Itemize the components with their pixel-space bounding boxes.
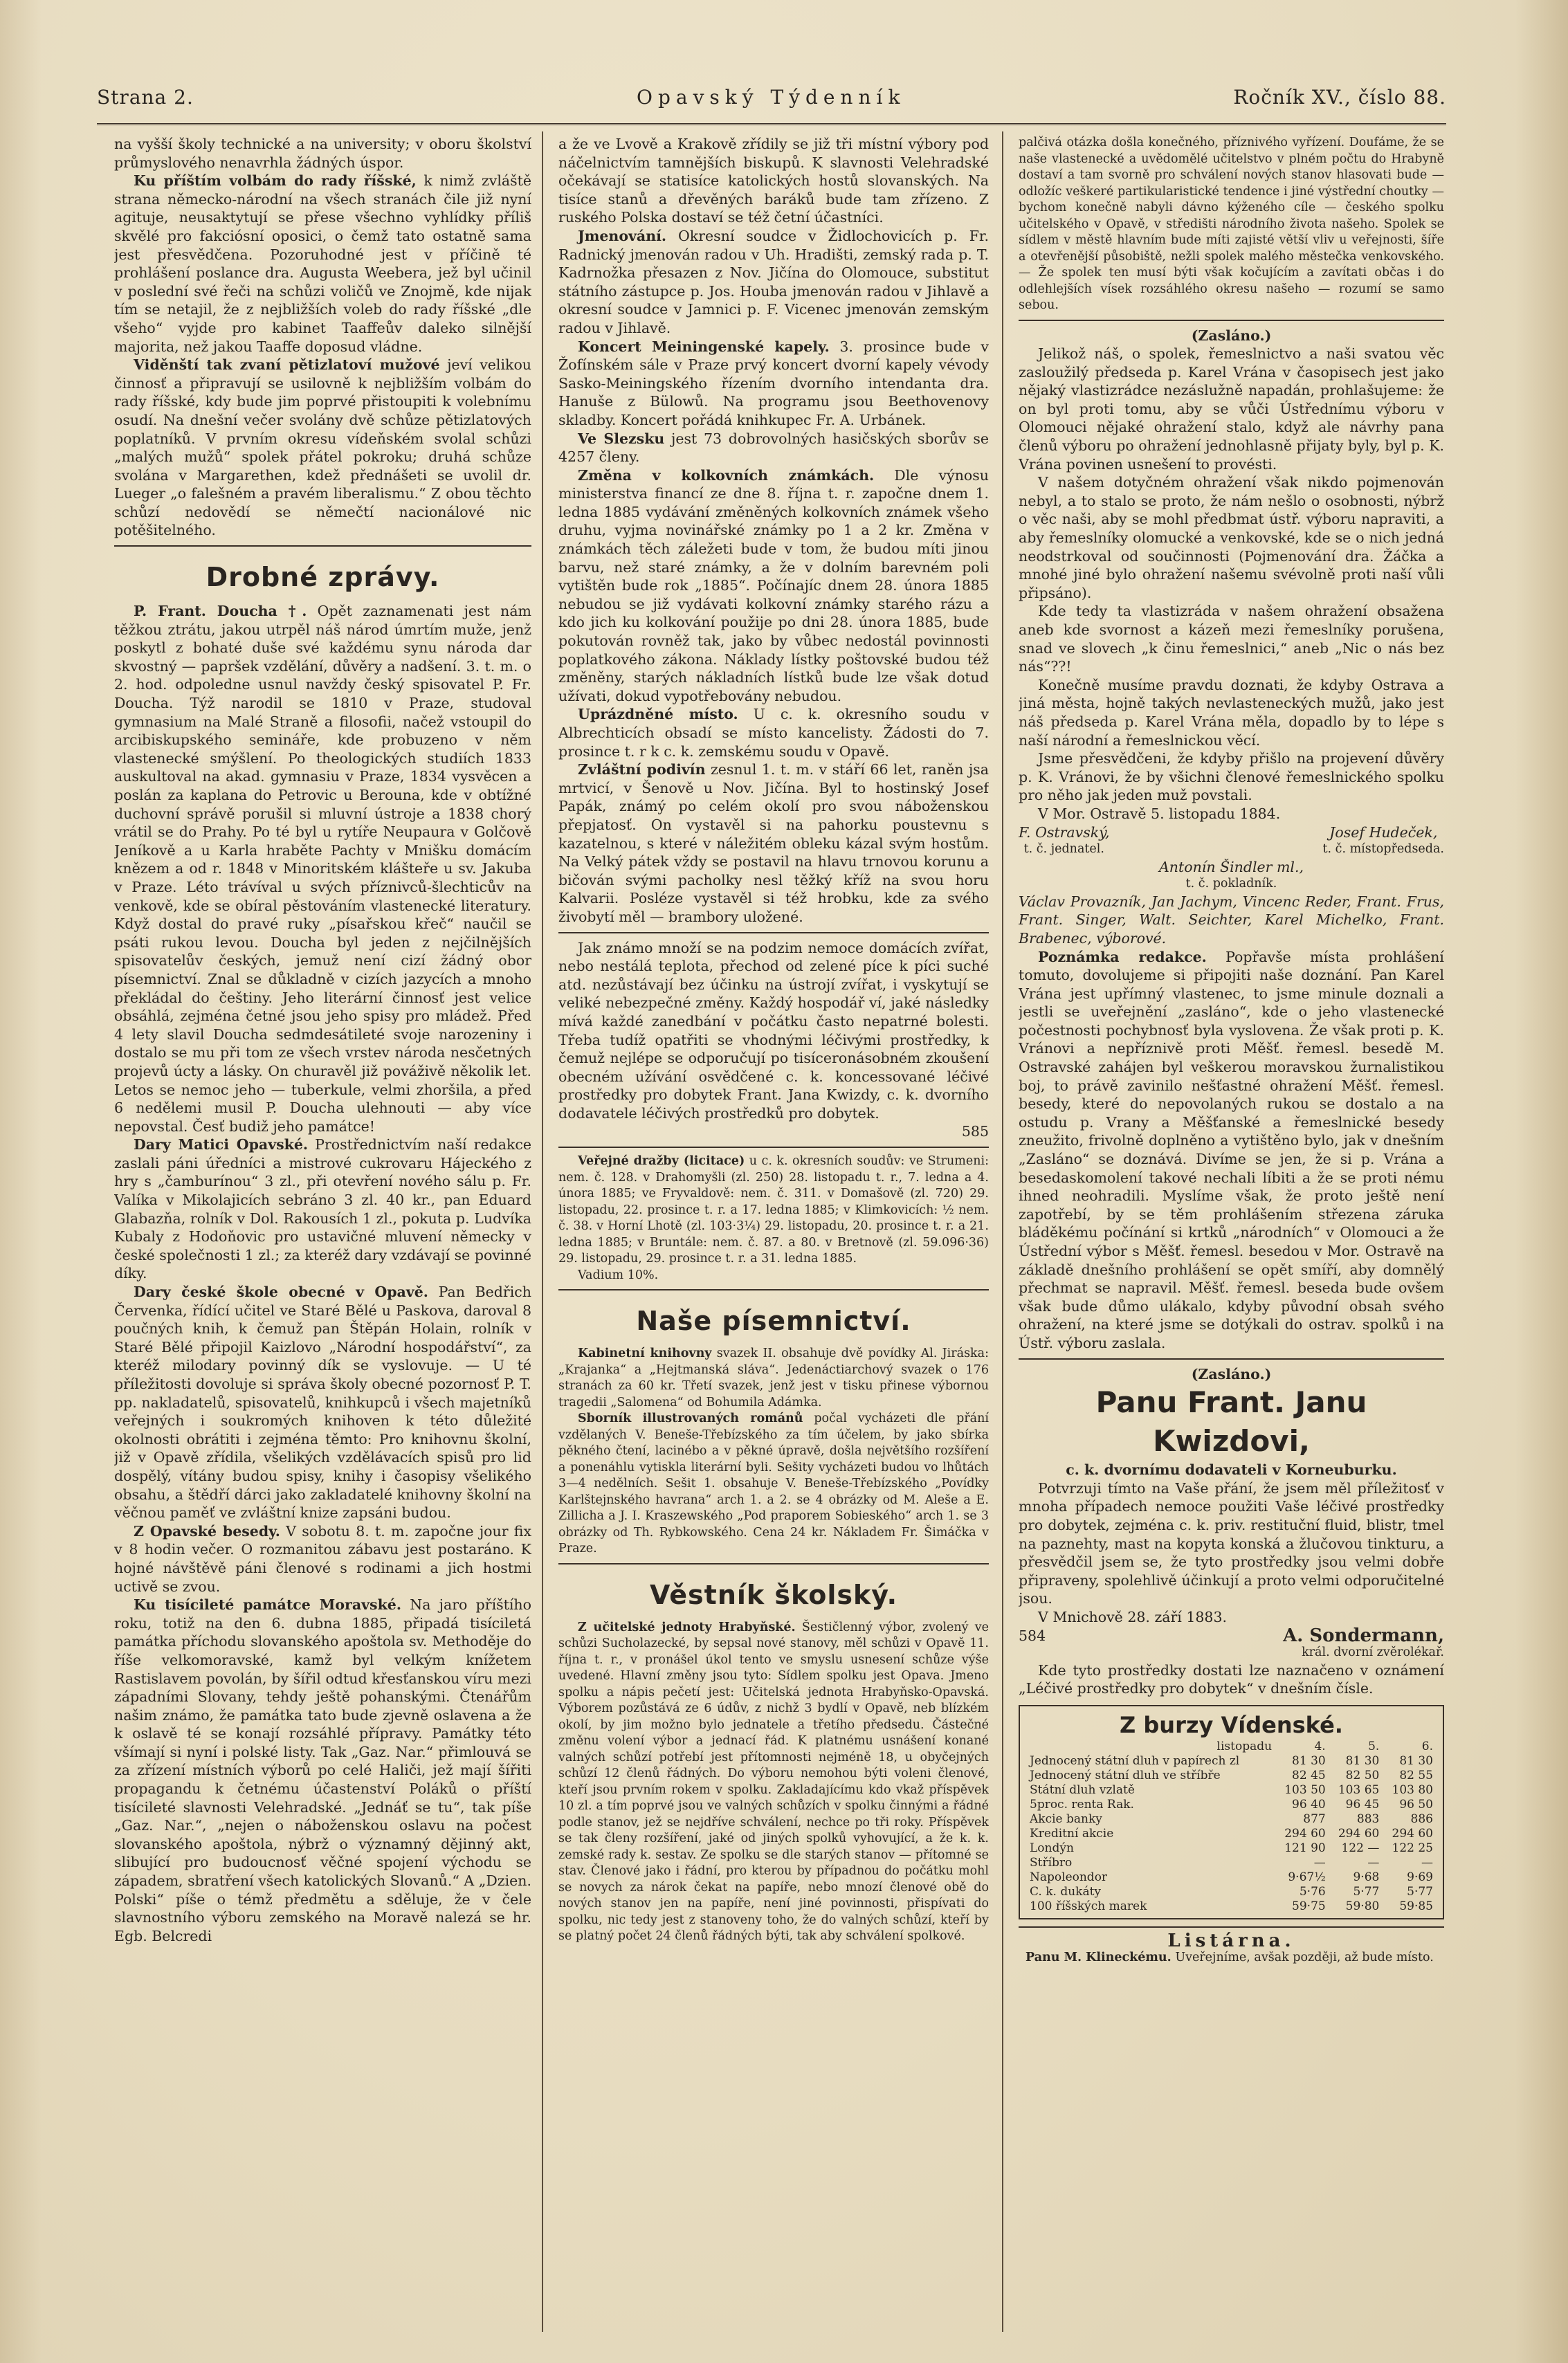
paragraph (114, 1596, 531, 1945)
table-cell: 103 50 (1284, 1782, 1326, 1797)
paragraph: palčivá otázka došla konečného, příznivého vyřízení. Doufáme, že se naše vlastenecké a uvědomělé učitelstvo v plném počtu do Hrabyně dostaví a tam svorně pro schválení nových stanov hlasovati bude — odložíc veškeré partikularistické tendence i jiné výstřední choutky — bychom konečně nabyli dávno kýženého cíle — českého spolku učitelského v Opavě, v středišti národního života našeho. Spolek se sídlem v městě hlavním bude míti zajisté větší vliv u veřejnosti, šíře a otevřenější působiště, nežli spolek malého městečka venkovského. — Že spolek ten musí býti však kočujícím a zavítati občas i do odlehlejších vísek rozsáhlého okresu našeho — rozumí se samo sebou. (1019, 136, 1444, 312)
column-2 (558, 135, 989, 2335)
paragraph (558, 430, 989, 466)
table-cell: — (1367, 1855, 1380, 1870)
signature-name: A. Sondermann, (1283, 1625, 1444, 1646)
paragraph (558, 705, 989, 760)
signature-name: F. Ostravský, (1019, 823, 1110, 841)
table-cell: 886 (1410, 1812, 1433, 1826)
section-label: (Zasláno.) (1191, 1365, 1272, 1383)
paragraph (558, 466, 989, 706)
table-cell: Jednocený státní dluh ve stříbře (1030, 1768, 1221, 1782)
issue-number: Ročník XV., číslo 88. (1233, 86, 1446, 109)
section-divider (558, 1563, 989, 1564)
paragraph-lead: Sborník illustrovaných románů (578, 1412, 803, 1426)
table-header-cell: 5. (1368, 1739, 1380, 1753)
paragraph: Kde tedy ta vlastizráda v našem ohražení obsažena aneb kde svornost a kázeň mezi řemeslníky porušena, snad ve slovech „k činu řemeslnici,“ aneb „Nic o nás bez nás“??! (1019, 603, 1444, 675)
table-cell: 82 45 (1292, 1768, 1326, 1782)
column-divider (542, 131, 543, 2332)
paragraph-text: V sobotu 8. t. m. započne jour fix v 8 hodin večer. O rozmanitou zábavu jest postaráno. K hojné návštěvě páni členové s rodinami a jich hostmi uctivě se zvou. (114, 1522, 531, 1595)
table-cell: 294 60 (1392, 1826, 1433, 1841)
table-row (1027, 1812, 1436, 1827)
table-cell: 5·77 (1353, 1884, 1380, 1899)
section-divider (1019, 320, 1444, 321)
testimonial-subtitle: c. k. dvornímu dodavateli v Korneuburku. (1066, 1461, 1397, 1479)
table-row (1027, 1798, 1436, 1812)
table-cell: 100 říšských marek (1030, 1899, 1147, 1913)
table-cell: 81 30 (1292, 1753, 1326, 1768)
paragraph-lead: Ku tisícileté památce Moravské. (134, 1596, 401, 1614)
table-row (1027, 1885, 1436, 1899)
paragraph-text: Opět zaznamenati jest nám těžkou ztrátu, jakou utrpěl náš národ úmrtím muže, jenž poskytl z bohaté duše své každému synu národa dar skvostný — papršek vzdělání, důvěry a nadšení. 3. t. m. o 2. hod. odpoledne usnul navždy český spisovatel P. Fr. Doucha. Týž narodil se 1810 v Praze, studoval gymnasium na Malé Straně a filosofii, načež vstoupil do arcibiskupského semináře, kde probuzeno v něm vlastenecké smýšlení. Po theologických studiích 1833 auskultoval na akad. gymnasiu v Praze, 1834 vysvěcen a poslán za kaplana do Petrovic u Berouna, kde v obtížné duchovní správě porušil si mluvní ústroje a 1838 chorý vrátil se do Prahy. Po té byl u rytíře Neupaura v Golčově Jeníkově a u Karla hraběte Pachty v Mnišku domácím knězem a od r. 1848 v Minoritském klášteře u sv. Jakuba v Praze. Léto trávíval u svých příznivců-šlechticův na venkově, kde se obíral pěstováním vlastenecké literatury. Když dostal do pravé ruky „písařskou křeč“ naučil se psáti rukou levou. Doucha byl jeden z nejčilnějších spisovatelův českých, jemuž není cizí žádný obor písemnictví. Znal se důkladně v cizích jazycích a mnoho překládal do češtiny. Jeho literární činnosť jest velice obsáhlá, zejména četné jsou jeho spisy pro mládež. Před 4 lety slavil Doucha sedmdesátileté svoje narozeniny i dostalo se mu při tom ze všech vrstev národa nesčetných projevů úcty a lásky. On churavěl již pováživě několik let. Letos se nemoc jeho — tuberkule, velmi zhoršila, a před 6 nedělemi musil P. Doucha ulehnouti — aby více nepovstal. Česť budiž jeho památce! (114, 603, 531, 1135)
table-cell: 5·76 (1299, 1884, 1326, 1899)
paragraph-lead: Uprázdněné místo. (578, 706, 738, 723)
table-cell: 122 — (1341, 1841, 1380, 1855)
paragraph (114, 356, 531, 540)
paragraph-lead: Z Opavské besedy. (134, 1522, 280, 1540)
paragraph (558, 1620, 989, 1945)
signature-list: Václav Provazník, Jan Jachym, Vincenc Reder, Frant. Frus, Frant. Singer, Walt. Seichter, Karel Michelko, Frant. Brabenec, výborové. (1019, 893, 1444, 947)
page-header (97, 82, 1446, 116)
paragraph-text: Okresní soudce v Židlochovicích p. Fr. Radnický jmenován radou v Uh. Hradišti, zemský rada p. T. Kadrnožka přesazen z Nov. Jičína do Olomouce, substitut státního zástupce p. Jos. Houba jmenován radou v Jihlavě a okresní soudce v Jamnici p. F. Vicenec jmenován zemským radou v Jihlavě. (558, 227, 989, 336)
table-cell: 96 50 (1399, 1797, 1433, 1812)
table-row (1027, 1870, 1436, 1885)
paragraph-lead: Ku příštím volbám do rady říšské, (134, 172, 417, 190)
table-cell: 103 80 (1392, 1782, 1433, 1797)
column-divider (1002, 131, 1003, 2332)
stock-exchange-title: Z burzy Vídenské. (1120, 1711, 1343, 1738)
paragraph-lead: Z učitelské jednoty Hrabyňské. (578, 1620, 796, 1634)
section-heading: Naše písemnictví. (636, 1306, 911, 1337)
paragraph-text: svazek II. obsahuje dvě povídky Al. Jiráska: „Krajanka“ a „Hejtmanská sláva“. Jedenáctiarchový svazek o 176 stranách za 60 kr. Třetí svazek, jenž jest v tisku přinese výbornou tragedii „Salomena“ od Bohumila Adámka. (558, 1347, 989, 1409)
table-cell: 294 60 (1284, 1826, 1326, 1841)
paragraph-lead: Poznámka redakce. (1038, 948, 1207, 965)
testimonial-title: Panu Frant. Janu Kwizdovi, (1095, 1385, 1367, 1459)
signature-role: t. č. pokladník. (1185, 877, 1277, 891)
place-date: V Mor. Ostravě 5. listopadu 1884. (1038, 805, 1281, 822)
paragraph: a že ve Lvově a Krakově zřídily se již tři místní výbory pod náčelnictvím tamnějších biskupů. K slavnosti Velehradské očekávají se statisíce katolických hostů slovanských. Na tisíce stanů a dřevěných baráků bude tam zřízeno. Z ruského Polska dostaví se též četní účastníci. (558, 136, 989, 226)
paragraph-lead: P. Frant. Doucha †. (134, 603, 307, 620)
paragraph-text: Dle výnosu ministerstva financí ze dne 8. října t. r. započne dnem 1. ledna 1885 vydávání změněných kolkovních známek všeho druhu, vyjma novinářské známky po 1 a 2 kr. Změna v známkách těch záležeti bude v tom, že budou míti jinou barvu, než staré známky, a že v dolním barevném poli vytištěn bude rok „1885“. Počínajíc dnem 28. února 1885 nebudou se již vydávati kolkovní známky starého rázu a kdo jich ku kolkování použije po dni 28. února 1885, bude pokutován rovněž tak, jako by vůbec nedostál povinnosti poplatkového zákona. Náklady lístky poštovské budou též změněny, starých nákladních lístků bude lze však dotud užívati, dokud vypotřebovány nebudou. (558, 466, 989, 704)
table-cell: 82 50 (1345, 1768, 1380, 1782)
section-divider (114, 545, 531, 547)
paragraph (558, 338, 989, 430)
table-cell: 59·80 (1345, 1899, 1380, 1913)
signature-role: t. č. jednatel. (1023, 842, 1104, 857)
table-cell: 59·85 (1399, 1899, 1433, 1913)
table-cell: Akcie banky (1030, 1812, 1102, 1826)
paragraph-text: jeví velikou činnosť a připravují se usilovně k nejbližším volbám do rady říšské, kdy bude jim poprvé přistoupiti k volebnímu osudí. Na dnešní večer svolány dvě schůze pětizlatových poplatníků. V prvním okresu vídeňském svolal schůzi „malých mužů“ spolek přátel pokroku; druhá schůze svolána v Margarethen, kdež přednášeti se uvolil dr. Lueger „o falešném a pravém liberalismu.“ Z obou těchto schůzí nedovědí se němečtí nacionálové nic potěšitelného. (114, 356, 531, 539)
paragraph-text: jest 73 dobrovolných hasičských sborův se 4257 členy. (558, 430, 989, 466)
paragraph-lead: Koncert Meiningenské kapely. (578, 338, 830, 355)
stock-exchange-table (1027, 1740, 1436, 1914)
vadium-note: Vadium 10%. (578, 1268, 659, 1282)
table-cell: Stříbro (1030, 1855, 1073, 1870)
signature-name: Antonín Šindler ml., (1158, 858, 1304, 875)
paragraph (114, 1522, 531, 1596)
table-cell: 5·77 (1407, 1884, 1433, 1899)
table-cell: Státní dluh vzlatě (1030, 1782, 1135, 1797)
masthead-title: Opavský Týdenník (637, 86, 906, 109)
section-label: (Zasláno.) (1191, 327, 1272, 344)
letters-box (1019, 1926, 1444, 1971)
paragraph-lead: Viděnští tak zvaní pětizlatoví mužové (134, 356, 440, 374)
table-row (1027, 1783, 1436, 1798)
paragraph-text: Na jaro příštího roku, totiž na den 6. dubna 1885, připadá tisíciletá památka příchodu slovanského apoštola sv. Methoděje do říše velkomoravské, kamž byl velkým knížetem Rastislavem povolán, by šířil odtud křesťanskou víru mezi západními Slovany, tehdy ještě pohanskými. Čtenářům našim známo, že památka tato bude zjevně oslavena a že k oslavě té se konají rozsáhlé přípravy. Památky této všímají si nyní i polské listy. Tak „Gaz. Nar.“ přimlouvá se za zřízení místních výborů po celé Haliči, jež mají šířiti propagandu k četnému účastenství Poláků o příští tisícileté slavnosti Velehradské. „Jednáť se tu“, tak píše „Gaz. Nar.“, „nejen o náboženskou oslavu na počest slovanského apoštola, nýbrž o významný dějinný akt, slibující pro budoucnosť věčné spojení východu se západem, sbratření všech katolických Slovanů.“ A „Dzien. Polski“ píše o témž předmětu a sděluje, že v čele slavnostního výboru zemského na Moravě nalezá se hr. Egb. Belcredi (114, 1596, 531, 1944)
paragraph-lead: Jmenování. (578, 227, 667, 244)
table-cell: 82 55 (1399, 1768, 1433, 1782)
page-number: Strana 2. (97, 86, 194, 109)
table-header-cell: 6. (1421, 1739, 1433, 1753)
table-cell: Jednocený státní dluh v papírech zl (1030, 1753, 1240, 1768)
paragraph-text: U c. k. okresního soudu v Albrechticích obsadí se místo kancelisty. Žádosti do 7. prosince t. r k c. k. zemskému soudu v Opavě. (558, 706, 989, 760)
table-cell: 5proc. renta Rak. (1030, 1797, 1134, 1812)
signature (1019, 823, 1110, 858)
section-divider (558, 932, 989, 933)
section-divider (558, 1289, 989, 1290)
paragraph: Kde tyto prostředky dostati lze naznačeno v oznámení „Léčivé prostředky pro dobytek“ v dnešním čísle. (1019, 1661, 1444, 1697)
paragraph-lead: Kabinetní knihovny (578, 1347, 712, 1361)
paragraph (114, 172, 531, 356)
table-cell: 122 25 (1392, 1841, 1433, 1855)
section-heading: Věstník školský. (649, 1579, 898, 1610)
place-date: V Mnichově 28. září 1883. (1038, 1608, 1228, 1625)
paper-edge-shading (1515, 0, 1568, 2363)
paragraph-text: k nimž zvláště strana německo-národní na všech stranách čile již nyní agituje, neusaktytují se přese všechno vyhlídky příliš skvělé pro fakciósní oposici, o čemž tato ostatně sama jest přesvědčena. Pozoruhodné jest v příčině té prohlášení poslance dra. Augusta Weebera, jež byl učinil v poslední své řeči na schůzi voličů ve Znojmě, kde nijak tím se netajil, že z nejbližších voleb do rady říšské „dle všeho“ vyjde pro kabinet Taaffeův daleko silnější majorita, než jakou Taaffe doposud vládne. (114, 172, 531, 355)
paragraph (558, 227, 989, 338)
paragraph-lead: Panu M. Klineckému. (1025, 1951, 1172, 1965)
section-divider (1019, 1358, 1444, 1360)
paragraph: Potvrzuji tímto na Vaše přání, že jsem měl příležitosť v mnoha případech nemoce použiti Vaše léčivé prostředky pro dobytek, zejména c. k. priv. restituční fluid, blistr, tmel na paznehty, mast na kopyta konská a žlučovou tinkturu, a přesvědčil jsem se, že tyto prostředky jsou velmi dobře připraveny, spolehlivě účinkují a proto velmi odporučitelné jsou. (1019, 1479, 1444, 1607)
table-cell: 103 65 (1338, 1782, 1380, 1797)
stock-exchange-box (1019, 1705, 1444, 1919)
paragraph: Jsme přesvědčeni, že kdyby přišlo na projevení důvěry p. K. Vránovi, že by všichni členové řemeslnického spolku pro něho jak jeden muž povstali. (1019, 750, 1444, 804)
paragraph-lead: Dary Matici Opavské. (134, 1136, 309, 1153)
table-cell: 294 60 (1338, 1826, 1380, 1841)
column-1 (114, 135, 531, 2335)
table-cell: — (1421, 1855, 1433, 1870)
paragraph-text: zesnul 1. t. m. v stáří 66 let, raněn jsa mrtvicí, v Šenově u Nov. Jičína. Byl to hostinský Josef Papák, známý po celém okolí pro svou náboženskou přepjatosť. On vystavěl si na pahorku poustevnu s kazatelnou, s které v náležitém obleku kázal svým hostům. Na Velký pátek vždy se postavil na hlavu trnovou korunu a bičován svými pacholky nesl těžký kříž na svou horu Kalvarii. Posléze vystavěl si též hrobku, kde za svého živobytí měl — brambory uložené. (558, 761, 989, 925)
advertisement-number: 585 (961, 1123, 989, 1140)
paragraph-lead: Změna v kolkovních známkách. (578, 466, 875, 484)
table-cell: 96 45 (1345, 1797, 1380, 1812)
table-row (1027, 1841, 1436, 1856)
table-cell: 877 (1303, 1812, 1326, 1826)
signature (1019, 858, 1444, 893)
table-cell: Kreditní akcie (1030, 1826, 1114, 1841)
signature-name: Josef Hudeček, (1329, 823, 1438, 841)
table-row (1027, 1856, 1436, 1870)
signature-role: t. č. místopředseda. (1322, 842, 1444, 857)
paragraph: na vyšší školy technické a na university; v oboru školství průmyslového nenavrhla žádných úspor. (114, 136, 531, 171)
table-cell: 81 30 (1399, 1753, 1433, 1768)
paragraph-text: Pan Bedřich Červenka, řídící učitel ve Staré Bělé u Paskova, daroval 8 poučných knih, k čemuž pan Štěpán Holain, rolník v Staré Bělé připojil Kaizlovo „Národní hospodářství“, za kteréž milodary povinný dík se vyslovuje. — U té příležitosti dovoluje si správa školy obecné pozornosť P. T. pp. nakladatelů, spisovatelů, knihkupců i všech majetníků veřejných i soukromých knihoven k této důležité okolnosti obrátiti i zejména těmto: Pro knihovnu školní, již v Opavě zřídila, všelikých vzdělávacích spisů pro lid dospělý, vítány budou spisy, knihy i časopisy všelikého obsahu, a štědří dárci jako zakladatelé knihovny školní na věčnou paměť ve zvláštní knize zapsáni budou. (114, 1284, 531, 1522)
paragraph (558, 1346, 989, 1411)
table-cell: 59·75 (1292, 1899, 1326, 1913)
column-3 (1019, 135, 1444, 2335)
paragraph-text: počal vycházeti dle přání vzdělaných V. Beneše-Třebízského za tím účelem, by jako sbírka pěkného čtení, lacinébo a v pěkné úpravě, došla největšího rozšíření a ponenáhlu vytiskla literární byli. Sešity vycházeti budou vo lhůtách 3—4 nedělních. Sešit 1. obsahuje V. Beneše-Třebízského „Povídky Karlštejnského havrana“ arch 1. a 2. se 4 obrázky od M. Aleše a E. Zillicha a J. I. Kraszewského „Pod praporem Sobieského“ arch 1. se 3 obrázky od Th. Rybkowského. Cena 24 kr. Nákladem Fr. Šimáčka v Praze. (558, 1412, 989, 1556)
table-cell: C. k. dukáty (1030, 1884, 1102, 1899)
section-divider (558, 1147, 989, 1148)
table-header-cell: 4. (1314, 1739, 1326, 1753)
paper-edge-shading (0, 0, 42, 2363)
header-rule (97, 123, 1446, 125)
paragraph-text: Šestičlenný výbor, zvolený ve schůzi Sucholazecké, by sepsal nové stanovy, měl schůzi v Opavě 11. října t. r., v pronášel úkol tento ve smyslu usnesení schůze výše uvedené. Hlavní změny jsou tyto: Sídlem spolku jest Opava. Jmeno spolku a nápis pečetí jest: Učitelská jednota Hrabyňsko-Opavská. Výborem pozůstává ze 6 údův, z nichž 3 bydlí v Opavě, neb blízkém okolí, by jim možno bylo jednatele a třetího předsedu. Částečné změnu volení výbor a jednací řád. K platnému usnášení konané valných schůzí potřebí jest přítomnosti nejméně 18, u obyčejných schůzí 12 členů řádných. Do výboru nemohou býti voleni členové, kteří jsou prvním rokem v spolku. Zakladajícímu kdo vkaž příspěvek 10 zl. a tím poprvé jsou ve valných schůzích v spolku činnými a řádné podle stanov, jež se nejdříve schválení, nechce po tři roky. Příspěvek se tak členy rozšíření, jaké od jiných spolků vyhovující, a že k. k. zemské rady k. sestav. Ze spolku se dle starých stanov — přítomné se stav. Členové jako i řádní, pro kterou by případnou do počátku mohl se novych za nárok čekat na papíře, nebo mnozí členové obě do nových stanov jen na papíře, není jiné povinnosti, přispívati do spolku, nic tedy jest z stanoveny toho, že do valných schůzí, kteří by se platný počet 24 členů řádných býti, tak aby schválení spolkové. (558, 1620, 989, 1944)
paragraph (558, 760, 989, 926)
paragraph-lead: Ve Slezsku (578, 430, 665, 447)
signature-role: král. dvorní zvěrolékař. (1302, 1645, 1444, 1660)
paragraph (114, 602, 531, 1135)
testimonial-signature-row (1019, 1627, 1444, 1645)
paragraph (1025, 1950, 1437, 1967)
table-cell: 121 90 (1284, 1841, 1326, 1855)
auctions (558, 1153, 989, 1268)
paragraph: V našem dotyčném ohražení však nikdo pojmenován nebyl, a to stalo se proto, že nám nešlo o osobnosti, nýbrž o věc naši, aby se mohl předbmat ústř. výboru napraviti, a aby řemeslníky olomucké a venkovské, kde se o nich jedná neodstrkoval od součinnosti (Pojmenování dra. Žáčka a mnohé jiné bylo ohražení našemu svévolně proti naší vůli připsáno). (1019, 474, 1444, 601)
paragraph: Jelikož náš, o spolek, řemeslnictvo a naši svatou věc zasloužilý předseda p. Karel Vrána v časopisech jest jako nějaký vlastizrádce nezáslužně napadán, prohlašujeme: že on byl proti tomu, aby se vůči Ústřednímu výboru v Olomouci nějaké ohražení stalo, když ale návrhy pana členů výboru po ohražení jednohlasně přijaty byly, byl p. K. Vrána povinen usnešení to provésti. (1019, 345, 1444, 473)
paragraph-text: u c. k. okresních soudův: ve Strumeni: nem. č. 128. v Drahomyšli (zl. 250) 28. listopadu t. r., 7. ledna a 4. února 1885; ve Fryvaldově: nem. č. 311. v Domašově (zl. 720) 29. listopadu, 22. prosince t. r. a 17. ledna 1885; v Klimkovicích: ½ nem. č. 38. v Horní Lhotě (zl. 103·3¼) 29. listopadu, 20. prosince t. r. a 21. ledna 1885; v Bruntále: nem. č. 87. a 80. v Bretnově (zl. 59.096·36) 29. listopadu, 29. prosince t. r. a 31. ledna 1885. (558, 1154, 989, 1266)
section-heading: Drobné zprávy. (206, 562, 440, 593)
paragraph (114, 1283, 531, 1522)
paragraph (558, 1411, 989, 1558)
table-cell: 9·68 (1353, 1870, 1380, 1884)
table-cell: 883 (1356, 1812, 1380, 1826)
paragraph-text: Popřavše místa prohlášení tomuto, dovolujeme si připojiti naše doznání. Pan Karel Vrána jest upřímný vlastenec, to jsme minule doznali a jestli se uveřejnění „zasláno“, kde o jeho vlastenecké počestnosti pochybnosť byla vyslovena. Že však proti p. K. Vránovi a nepříznivě proti Měšť. řemesl. besedě M. Ostravské zahájen byl veškerou moravskou žurnalistikou boj, to právě zavinilo nešťastné ohražení Měšť. řemesl. besedy, které do nepovolaných rukou se dostalo a na ostudu p. Vrany a Měšťanské a řemeslnické besedy zneužito, frivolně doplněno a vytištěno bylo, jak v dnešním „Zasláno“ se doznává. Divíme se jen, že si p. Vrána a besedaskomolení takové nechali líbiti a že se proti nému ihned neohradili. Myslíme však, že proto ještě není zapotřebí, by se těm prohlášením střezena záruka bláděkému počínání si krtků „národních“ v Olomouci a že Ústřední výbor s Měšť. řemesl. besedou v Mor. Ostravě na základě dnešního prohlášení se opět smíří, aby domnělý přechmat se napravil. Měšť. řemesl. beseda bude ovšem však bude důmo ulákalo, kdyby původní obsah svého ohražení, na které jsme se dotýkali do ostrav. spolků i na Ústř. výboru zaslala. (1019, 948, 1444, 1351)
table-cell: — (1313, 1855, 1326, 1870)
table-cell: 9·69 (1407, 1870, 1433, 1884)
table-row (1027, 1827, 1436, 1841)
signatures (1019, 823, 1444, 858)
table-cell: 96 40 (1292, 1797, 1326, 1812)
table-row (1027, 1769, 1436, 1783)
paragraph-text: Uveřejníme, avšak později, až bude místo. (1175, 1951, 1434, 1965)
paragraph (114, 1135, 531, 1283)
advertisement-number: 584 (1019, 1627, 1046, 1644)
table-cell: 9·67½ (1288, 1870, 1326, 1884)
table-row (1027, 1754, 1436, 1769)
table-cell: Napoleondor (1030, 1870, 1108, 1884)
paragraph-lead: Dary české škole obecné v Opavě. (134, 1284, 428, 1301)
table-header-row (1027, 1740, 1436, 1754)
paragraph (1019, 948, 1444, 1353)
table-cell: Londýn (1030, 1841, 1074, 1855)
paragraph-lead: Veřejné dražby (licitace) (578, 1154, 745, 1169)
paragraph: Konečně musíme pravdu doznati, že kdyby Ostrava a jiná města, hojně takých nevlasteneckých mužů, jako jest náš předseda p. Karel Vrána měla, dopadlo by to lépe s naší národní a řemeslnickou věcí. (1019, 676, 1444, 749)
letters-title: Listárna. (1167, 1930, 1295, 1951)
paragraph-text: Prostřednictvím naší redakce zaslali páni úředníci a mistrové cukrovaru Hájeckého z hry s „čamburínou“ 3 zl., při otevření nového sálu p. Fr. Valíka v Mikolajicích sebráno 3 zl. 40 kr., pan Eduard Glabazňa, rolník v Dol. Rakousích 1 zl., pokuta p. Ludvíka Kubaly z Hodoňovic pro ustavičné mluvení německy v české společnosti 1 zl.; za kteréž dary vzdávají se povinné díky. (114, 1136, 531, 1282)
signature (1323, 823, 1445, 858)
table-row (1027, 1899, 1436, 1914)
paragraph-lead: Zvláštní podivín (578, 761, 706, 778)
paragraph-text: 3. prosince bude v Žofínském sále v Praze prvý koncert dvorní kapely vévody Sasko-Meiningského řízením dvorního intendanta dra. Hanuše z Bülowů. Na programu jsou Beethovenovy skladby. Koncert pořádá knihkupec Fr. A. Urbánek. (558, 338, 989, 428)
advertisement-text: Jak známo množí se na podzim nemoce domácích zvířat, nebo nestálá teplota, přechod od zelené píce k píci suché atd. nezůstávají bez účinku na ústrojí zvířat, i vyskytují se veliké nebezpečné změny. Každý hospodář ví, jaké následky mívá každé zanedbání v počátku často nepatrné bolesti. Třeba tudíž opatřiti se vhodnými léčivými prostředky, k čemuž nejlépe se odporučují po tisíceronásobném zkoušení obecném užívání osvědčené c. k. koncessované léčivé prostředky pro dobytek Frant. Jana Kwizdy, c. k. dvorního dodavatele léčivých prostředků pro dobytek. (558, 939, 989, 1122)
table-header-cell: listopadu (1216, 1739, 1273, 1753)
table-cell: 81 30 (1345, 1753, 1380, 1768)
